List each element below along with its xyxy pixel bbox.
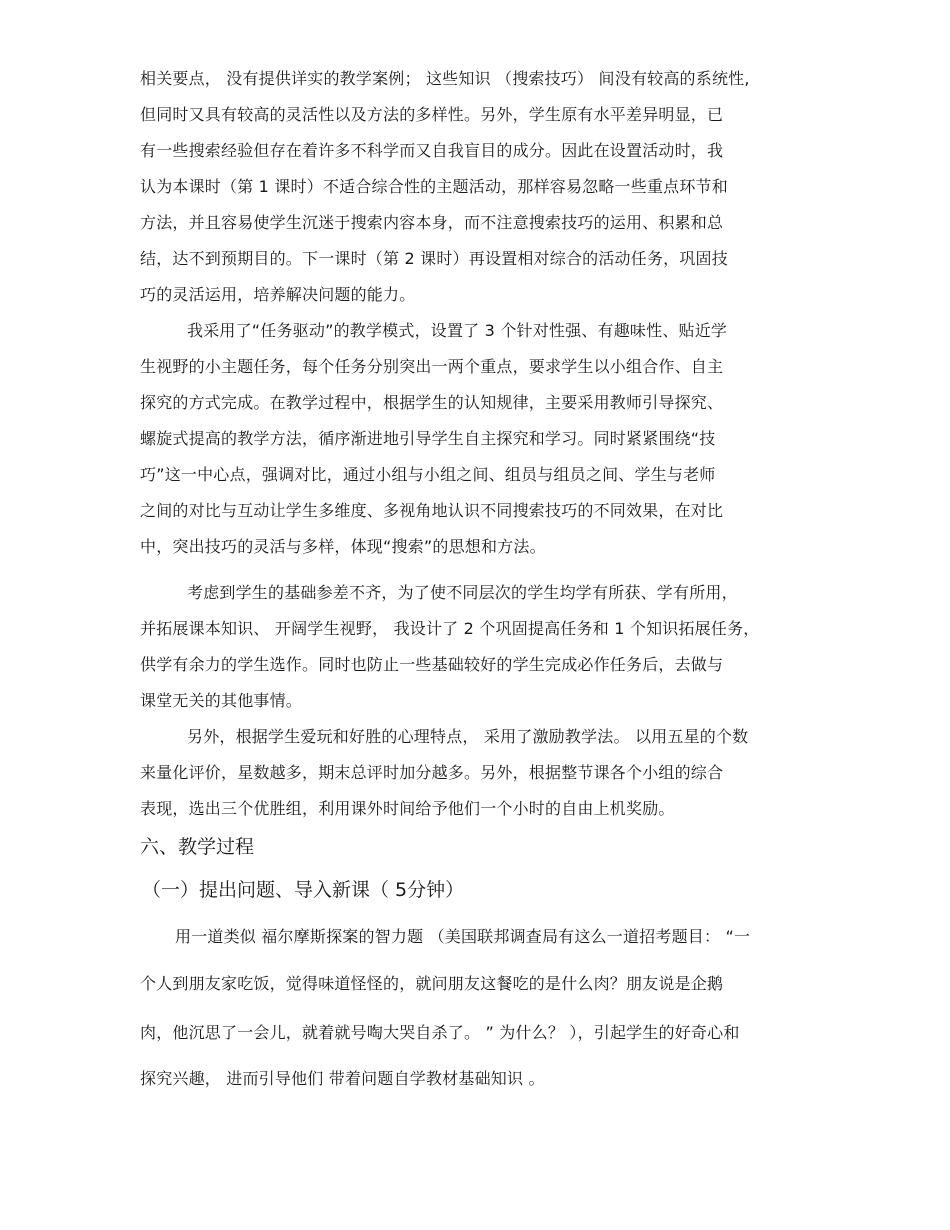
paragraph-3-line-2: 并拓展课本知识、 开阔学生视野， 我设计了 2 个巩固提高任务和 1 个知识拓展任务， [140,619,760,638]
paragraph-1-line-3: 有一些搜索经验但存在着许多不科学而又自我盲目的成分。因此在设置活动时，我 [140,141,724,160]
paragraph-1-line-5: 方法，并且容易使学生沉迷于搜索内容本身，而不注意搜索技巧的运用、积累和总 [140,213,724,232]
paragraph-2-line-3: 探究的方式完成。在教学过程中，根据学生的认知规律，主要采用教师引导探究、 [140,393,724,412]
paragraph-2-line-7: 中，突出技巧的灵活与多样，体现“搜索”的思想和方法。 [140,537,546,556]
final-paragraph-line-4: 探究兴趣， 进而引导他们 带着问题自学教材基础知识 。 [140,1069,545,1088]
final-paragraph-line-3: 肉，他沉思了一会儿，就着就号啕大哭自杀了。 ” 为什么？ ），引起学生的好奇心和 [140,1023,740,1042]
paragraph-2-line-2: 生视野的小主题任务，每个任务分别突出一两个重点，要求学生以小组合作、自主 [140,357,724,376]
subsection-heading: （一）提出问题、导入新课（ 5分钟） [142,879,465,901]
paragraph-2-line-6: 之间的对比与互动让学生多维度、多视角地认识不同搜索技巧的不同效果，在对比 [140,501,724,520]
paragraph-4-line-1: 另外，根据学生爱玩和好胜的心理特点， 采用了激励教学法。 以用五星的个数 [187,727,749,746]
final-paragraph-line-2: 个人到朋友家吃饭，觉得味道怪怪的，就问朋友这餐吃的是什么肉？朋友说是企鹅 [140,974,724,993]
paragraph-4-line-3: 表现，选出三个优胜组，利用课外时间给予他们一个小时的自由上机奖励。 [140,799,675,818]
paragraph-1-line-6: 结，达不到预期目的。下一课时（第 2 课时）再设置相对综合的活动任务，巩固技 [140,249,728,268]
paragraph-2-line-1: 我采用了“任务驱动”的教学模式，设置了 3 个针对性强、有趣味性、贴近学 [187,321,728,340]
final-paragraph-line-1: 用一道类似 福尔摩斯探案的智力题 （美国联邦调查局有这么一道招考题目： “一 [175,927,751,946]
paragraph-2-line-5: 巧”这一中心点，强调对比，通过小组与小组之间、组员与组员之间、学生与老师 [140,465,716,484]
section-heading: 六、教学过程 [140,836,255,858]
paragraph-1-line-1: 相关要点， 没有提供详实的教学案例； 这些知识 （搜索技巧） 间没有较高的系统性, [140,69,750,88]
paragraph-1-line-4: 认为本课时（第 1 课时）不适合综合性的主题活动，那样容易忽略一些重点环节和 [140,177,728,196]
paragraph-3-line-4: 课堂无关的其他事情。 [140,691,303,710]
paragraph-1-line-2: 但同时又具有较高的灵活性以及方法的多样性。另外，学生原有水平差异明显，已 [140,105,724,124]
paragraph-3-line-3: 供学有余力的学生选作。同时也防止一些基础较好的学生完成必作任务后，去做与 [140,655,724,674]
paragraph-1-line-7: 巧的灵活运用，培养解决问题的能力。 [140,285,416,304]
paragraph-3-line-1: 考虑到学生的基础参差不齐，为了使不同层次的学生均学有所获、学有所用， [187,583,738,602]
paragraph-4-line-2: 来量化评价，星数越多，期末总评时加分越多。另外，根据整节课各个小组的综合 [140,763,724,782]
paragraph-2-line-4: 螺旋式提高的教学方法，循序渐进地引导学生自主探究和学习。同时紧紧围绕“技 [140,429,716,448]
